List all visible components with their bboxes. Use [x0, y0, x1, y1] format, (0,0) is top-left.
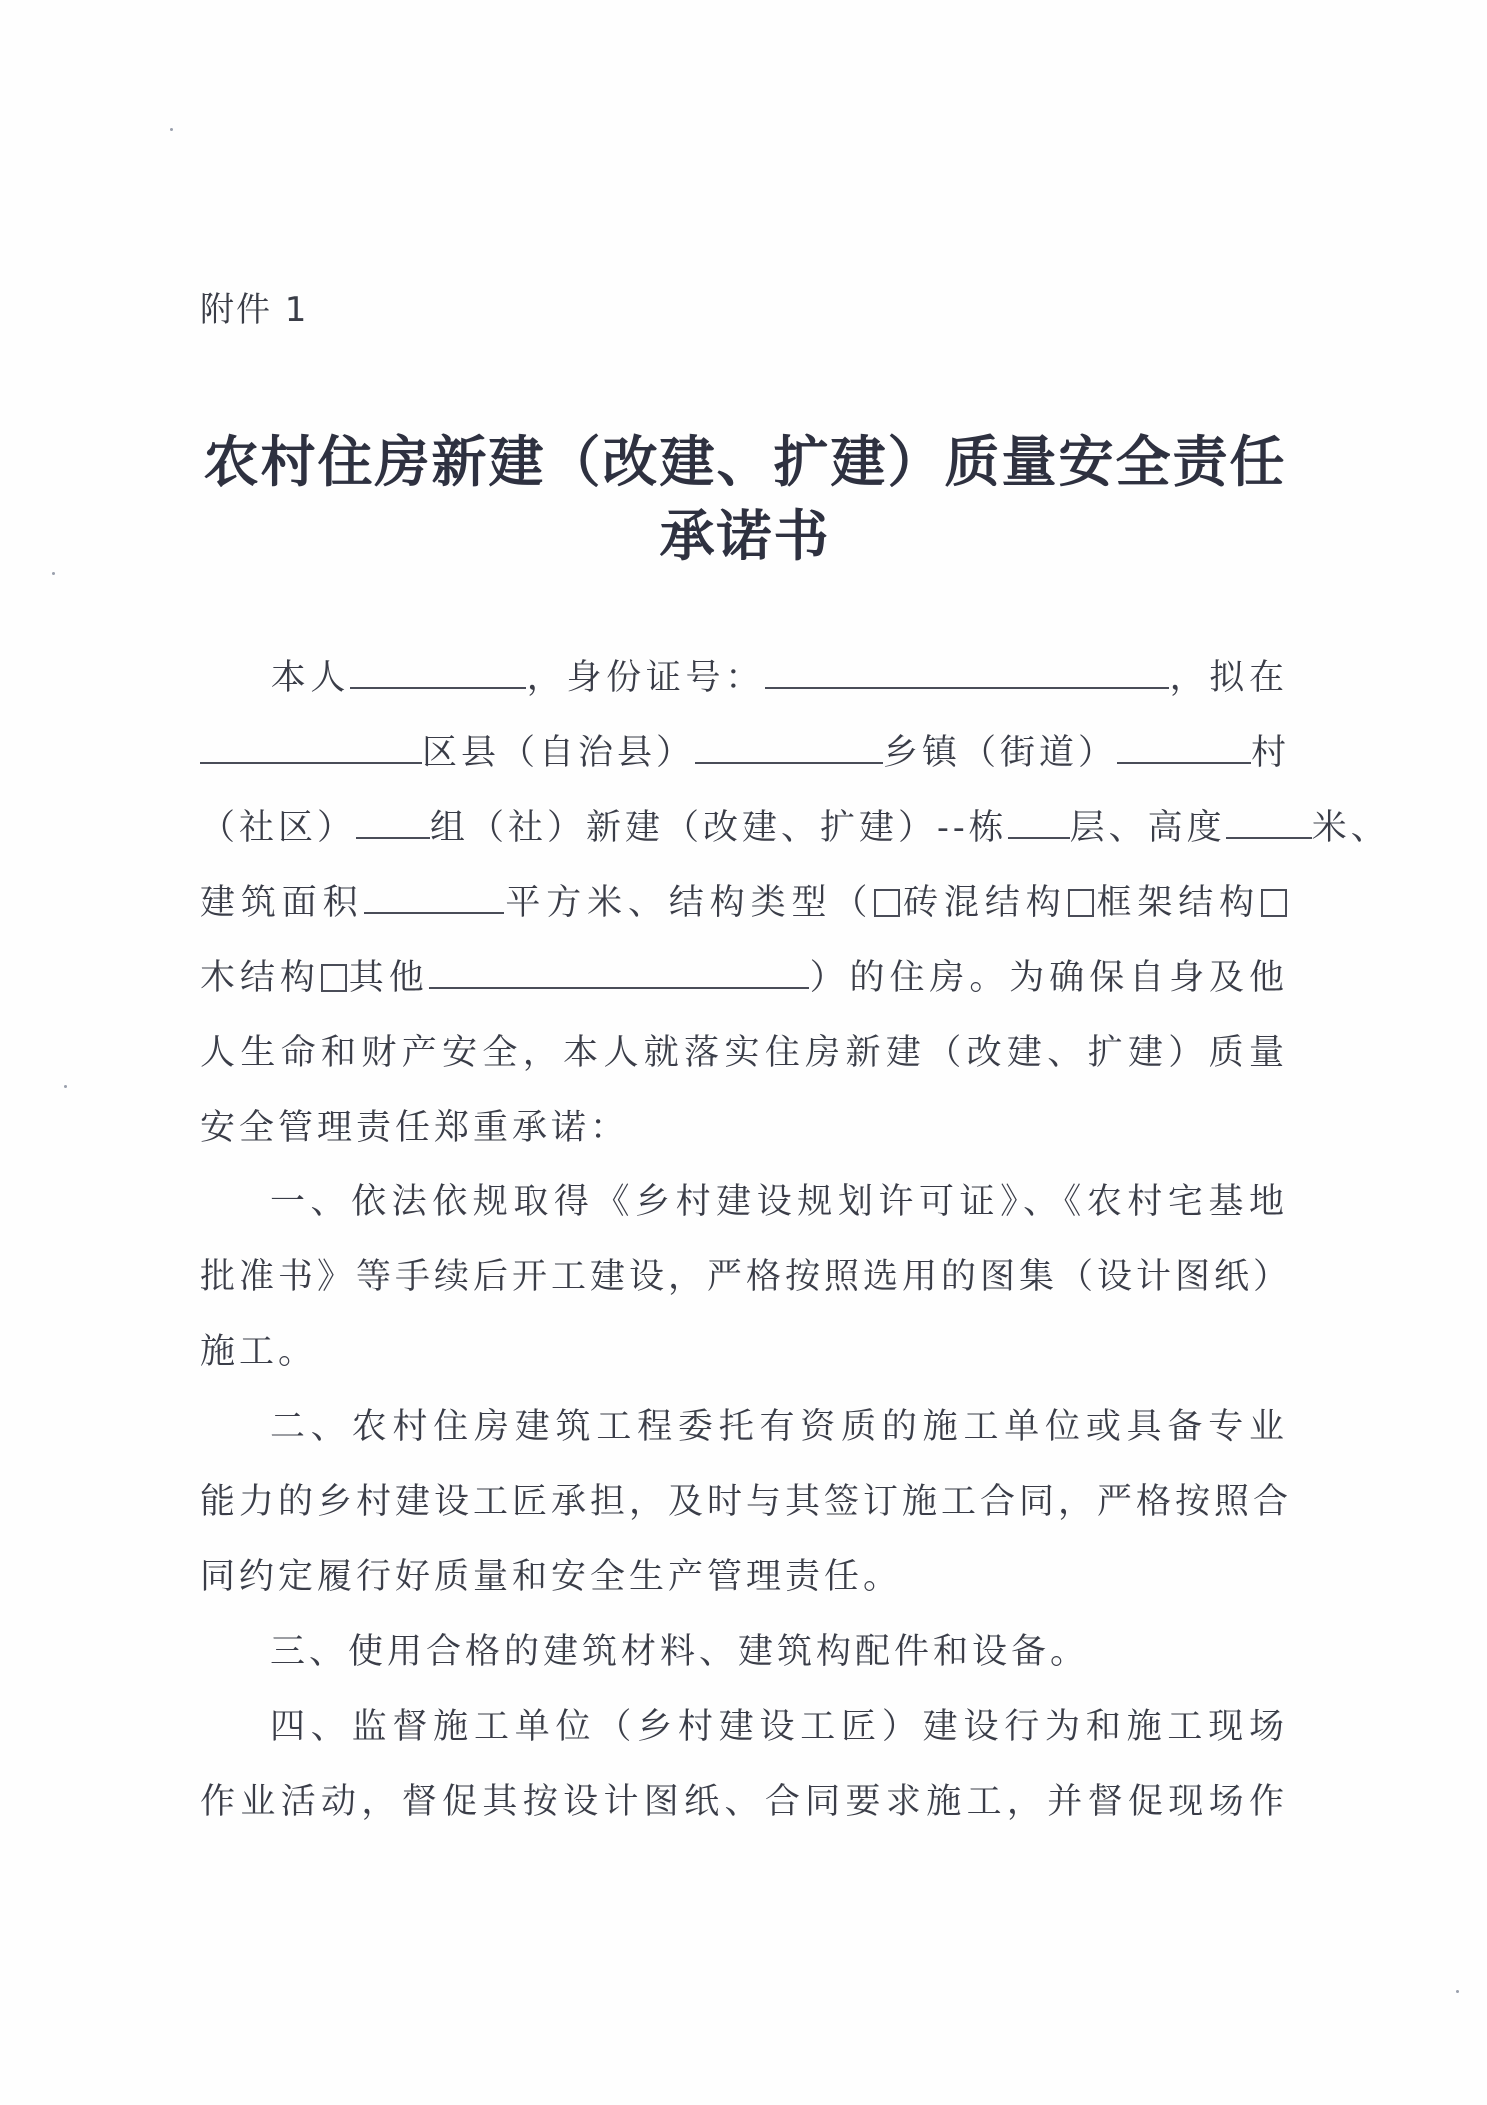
intro-text: 平方米、结构类型（ — [503, 883, 874, 923]
intro-line-6: 人生命和财产安全，本人就落实住房新建（改建、扩建）质量 — [200, 1033, 1288, 1073]
intro-line-5 — [200, 941, 1288, 1016]
height-blank[interactable] — [1226, 807, 1312, 839]
intro-text: 砖混结构 — [901, 883, 1067, 923]
intro-line-2 — [200, 716, 1291, 791]
item-line: 一、依法依规取得《乡村建设规划许可证》、《农村宅基地 — [270, 1182, 1288, 1222]
commitment-item-3 — [200, 1615, 1288, 1690]
intro-paragraph — [200, 641, 1390, 1166]
township-blank[interactable] — [695, 732, 883, 764]
intro-line-4 — [200, 866, 1288, 941]
intro-text: 米、 — [1311, 808, 1390, 848]
id-number-blank[interactable] — [765, 657, 1169, 689]
brick-concrete-checkbox[interactable] — [874, 889, 900, 917]
item-line: 施工。 — [200, 1332, 318, 1372]
wood-structure-checkbox[interactable] — [1261, 889, 1287, 917]
district-blank[interactable] — [200, 732, 422, 764]
scan-speck — [64, 1085, 67, 1088]
item-line: 作业活动，督促其按设计图纸、合同要求施工，并督促现场作 — [200, 1782, 1288, 1822]
area-blank[interactable] — [364, 882, 504, 914]
item-line: 同约定履行好质量和安全生产管理责任。 — [200, 1557, 903, 1597]
intro-text: 组（社）新建（改建、扩建）--栋 — [430, 808, 1008, 848]
commitment-item-1 — [200, 1165, 1293, 1390]
item-line: 三、使用合格的建筑材料、建筑构配件和设备。 — [270, 1632, 1090, 1672]
other-structure-blank[interactable] — [429, 957, 809, 989]
scan-speck — [1456, 1990, 1459, 1993]
intro-line-7: 安全管理责任郑重承诺： — [200, 1108, 630, 1148]
other-structure-checkbox[interactable] — [321, 964, 347, 992]
scan-speck — [170, 128, 173, 131]
frame-structure-checkbox[interactable] — [1068, 889, 1094, 917]
scan-speck — [52, 572, 55, 575]
intro-line-3 — [200, 791, 1390, 866]
attachment-label: 附件 1 — [200, 290, 309, 330]
item-line: 四、监督施工单位（乡村建设工匠）建设行为和施工现场 — [270, 1707, 1288, 1747]
intro-text: ，身份证号： — [526, 658, 765, 698]
intro-text: 层、高度 — [1069, 808, 1226, 848]
intro-text: 乡镇（街道） — [883, 733, 1118, 773]
intro-text: 框架结构 — [1094, 883, 1260, 923]
village-blank[interactable] — [1117, 732, 1251, 764]
item-line: 批准书》等手续后开工建设，严格按照选用的图集（设计图纸） — [200, 1257, 1293, 1297]
item-line: 二、农村住房建筑工程委托有资质的施工单位或具备专业 — [270, 1407, 1288, 1447]
commitment-item-4 — [200, 1690, 1288, 1840]
group-blank[interactable] — [356, 807, 430, 839]
document-title-line1: 农村住房新建（改建、扩建）质量安全责任 — [203, 429, 1287, 494]
intro-text: 其他 — [347, 958, 429, 998]
name-blank[interactable] — [350, 657, 526, 689]
intro-line-1 — [200, 641, 1288, 716]
intro-text: 区县（自治县） — [422, 733, 696, 773]
document-title-line2: 承诺书 — [659, 503, 831, 568]
item-line: 能力的乡村建设工匠承担，及时与其签订施工合同，严格按照合 — [200, 1482, 1293, 1522]
intro-text: 本人 — [270, 658, 351, 698]
intro-text: 村 — [1251, 733, 1291, 773]
floors-blank[interactable] — [1008, 807, 1070, 839]
intro-text: ）的住房。为确保自身及他 — [808, 958, 1288, 998]
intro-text: （社区） — [200, 808, 357, 848]
intro-text: ，拟在 — [1168, 658, 1288, 698]
intro-text: 木结构 — [200, 958, 320, 998]
commitment-item-2 — [200, 1390, 1293, 1615]
intro-text: 建筑面积 — [200, 883, 364, 923]
